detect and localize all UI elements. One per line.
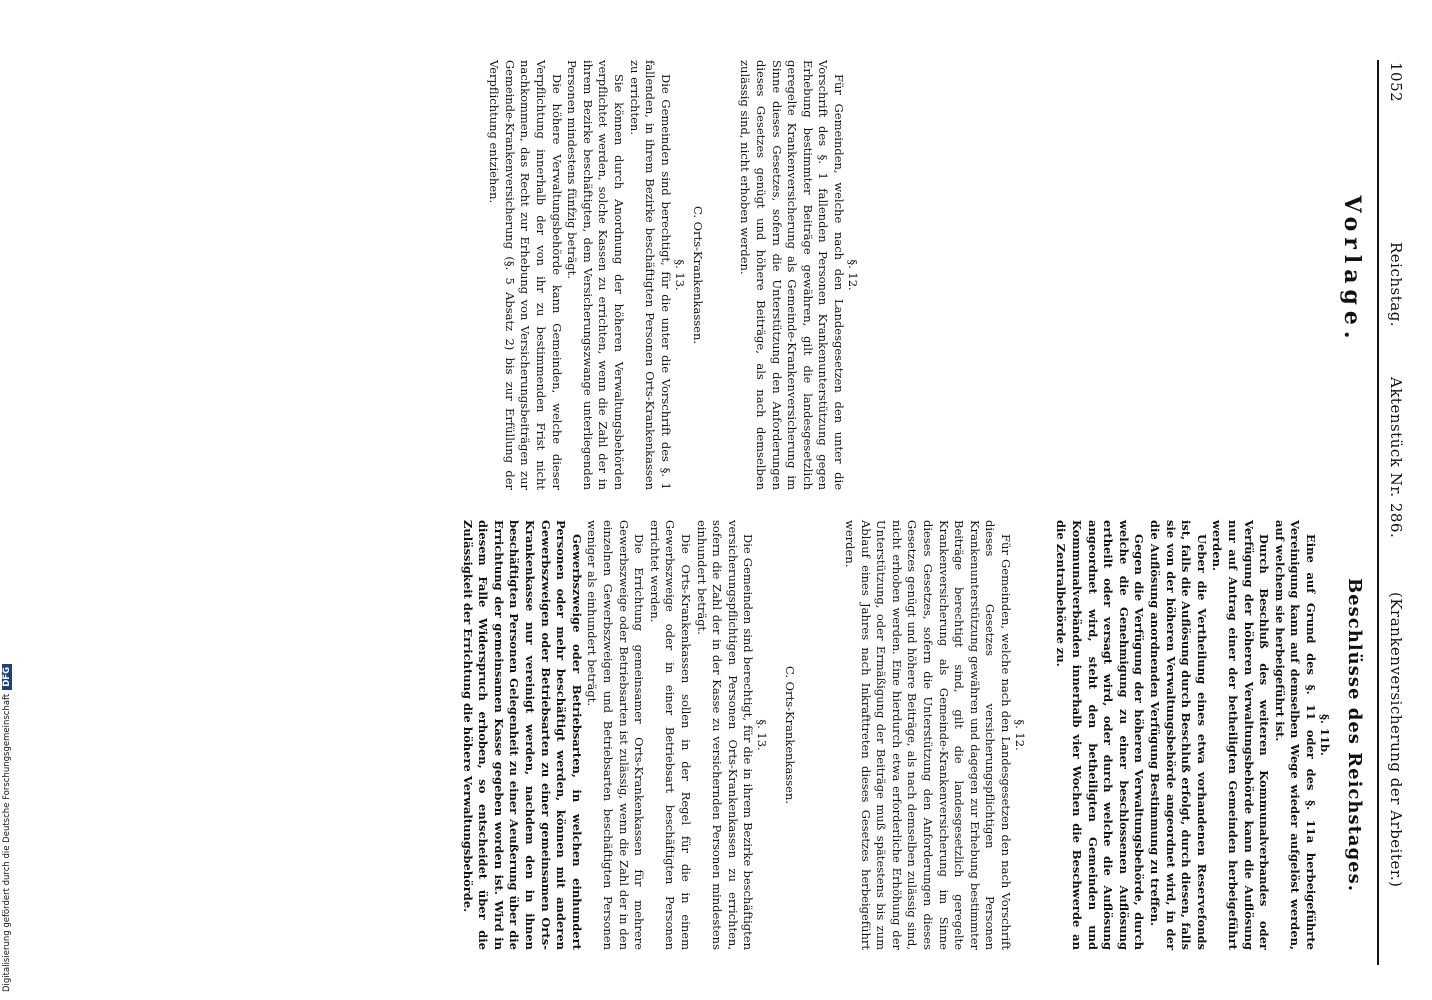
right-column [117, 520, 1332, 950]
s13-heading-left: §. 13. [672, 259, 687, 291]
section-c-left: C. Orts-Krankenkassen. [690, 205, 705, 345]
s12-heading-right: §. 12. [1012, 719, 1027, 751]
page-number: 1052 [1387, 62, 1405, 103]
left-title-block [1325, 60, 1365, 480]
running-header [1381, 62, 1405, 962]
s11b-p3: Ueber die Vertheilung eines etwa vorhandenen Reservefonds ist, falls die Auflösung durch Beschluß erfolgt, durch diesen, falls sie von der höheren Verwaltungsbehörde angeordnet wird, in der die Auflösung anordnenden Verfügung Bestimmung zu treffen. [1148, 520, 1209, 950]
header-rule [1377, 60, 1379, 965]
s13-p1-left: Die Gemeinden sind berechtigt, für die unter die Vorschrift des §. 1 fallenden, in ihrem Bezirke beschäftigten Personen Orts-Krankenkassen zu errichten. [627, 60, 673, 490]
s12-heading-left: §. 12. [846, 259, 860, 291]
s11b-p2: Durch Beschluß des weiteren Kommunalverbandes oder Verfügung der höheren Verwaltungsbehörde kann die Auflösung nur auf Antrag einer der betheiligten Gemeinden herbeigeführt werden. [1210, 520, 1272, 950]
s13-p3-left: Die höhere Verwaltungsbehörde kann Gemeinden, welche dieser Verpflichtung innerhalb der von ihr zu bestimmenden Frist nicht nachkommen, das Recht zur Erhebung von Versicherungsbeiträgen zur Gemeinde-Krankenversicherung (§. 5 Absatz 2) bis zur Erfüllung der Verpflichtung entziehen. [487, 60, 564, 490]
s11b-heading: §. 11b. [1318, 713, 1332, 757]
s13-p3-right: Die Errichtung gemeinsamer Orts-Krankenkassen für mehrere Gewerbszweige oder Betriebsarten ist zulässig, wenn die Zahl der in den einzelnen Gewerbszweigen und Betriebsarten beschäftigten Personen weniger als einhundert beträgt. [585, 520, 647, 950]
header-source: Reichstag. [1387, 242, 1405, 328]
header-doc-ref: Aktenstück Nr. 286. [1387, 377, 1405, 539]
header-topic: (Krankenversicherung der Arbeiter.) [1387, 592, 1405, 888]
right-title: Beschlüsse des Reichstages. [1344, 577, 1365, 893]
s11b-p1: Eine auf Grund des §. 11 oder des §. 11a herbeigeführte Vereinigung kann auf demselben Wege wieder aufgelöst werden, auf welchem sie herbeigeführt ist. [1272, 520, 1318, 950]
s12-text-right: Für Gemeinden, welche nach den Landesgesetzen den nach Vorschrift dieses Gesetzes versicherungspflichtigen Personen Krankenunterstützung gewähren und dagegen zur Erhebung bestimmter Beiträge berechtigt sind, gilt die landesgesetzlich geregelte Krankenversicherung als Gemeinde-Krankenversicherung im Sinne dieses Gesetzes, sofern die Unterstützung den Anforderungen dieses Gesetzes genügt und höhere Beiträge, als nach demselben zulässig sind, nicht erhoben werden. Eine hierdurch etwa erforderliche Erhöhung der Unterstützung, oder Ermäßigung der Beiträge muß spätestens bis zum Ablauf eines Jahres nach Inkrafttreten dieses Gesetzes herbeigeführt werden. [842, 520, 1013, 950]
s11b-p4: Gegen die Verfügung der höheren Verwaltungsbehörde, durch welche die Genehmigung zu einer beschlossenen Auflösung ertheilt oder versagt wird, oder durch welche die Auflösung angeordnet wird, steht den betheiligten Gemeinden und Kommunalverbänden innerhalb vier Wochen die Beschwerde an die Zentralbehörde zu. [1054, 520, 1147, 950]
s13-p2-left: Sie können durch Anordnung der höheren Verwaltungsbehörden verpflichtet werden, solche Kassen zu errichten, wenn die Zahl der in ihrem Bezirke beschäftigten, dem Versicherungszwange unterliegenden Personen mindestens fünfzig beträgt. [565, 60, 627, 490]
s13-heading-right: §. 13. [755, 719, 770, 751]
footer-text: Digitalisierung gefördert durch die Deutsche Forschungsgemeinschaft [2, 693, 12, 992]
digitization-footer [2, 664, 12, 992]
dfg-logo: DFG [2, 664, 12, 690]
left-column [140, 60, 860, 490]
s13-p2-right: Die Orts-Krankenkassen sollen in der Regel für die in einem Gewerbszweige oder in einer Betriebsart beschäftigten Personen errichtet werden. [647, 520, 693, 950]
s12-text-left: Für Gemeinden, welche nach den Landesgesetzen den unter die Vorschrift des §. 1 fallenden Personen Krankenunterstützung gegen Erhebung bestimmter Beiträge gewähren, gilt die landesgesetzlich geregelte Krankenversicherung als Gemeinde-Krankenversicherung im Sinne dieses Gesetzes, sofern die Unterstützung den Anforderungen dieses Gesetzes genügt und höhere Beiträge, als nach demselben zulässig sind, nicht erhoben werden. [738, 60, 846, 490]
section-c-right: C. Orts-Krankenkassen. [783, 665, 798, 805]
s13-p4-right: Gewerbszweige oder Betriebsarten, in welchen einhundert Personen oder mehr beschäftigt werden, können mit anderen Gewerbszweigen oder Betriebsarten zu einer gemeinsamen Orts-Krankenkasse nur vereinigt werden, nachdem den in ihnen beschäftigten Personen Gelegenheit zu einer Aeußerung über die Errichtung der gemeinsamen Kasse gegeben worden ist. Wird in diesem Falle Widerspruch erhoben, so entscheidet über die Zulässigkeit der Errichtung die höhere Verwaltungsbehörde. [460, 520, 584, 950]
left-title: Vorlage. [1339, 195, 1365, 345]
s13-p1-right: Die Gemeinden sind berechtigt, für die in ihrem Bezirke beschäftigten versicherungspflichtigen Personen Orts-Krankenkassen zu errichten, sofern die Zahl der in der Kasse zu versichernden Personen mindestens einhundert beträgt. [694, 520, 756, 950]
